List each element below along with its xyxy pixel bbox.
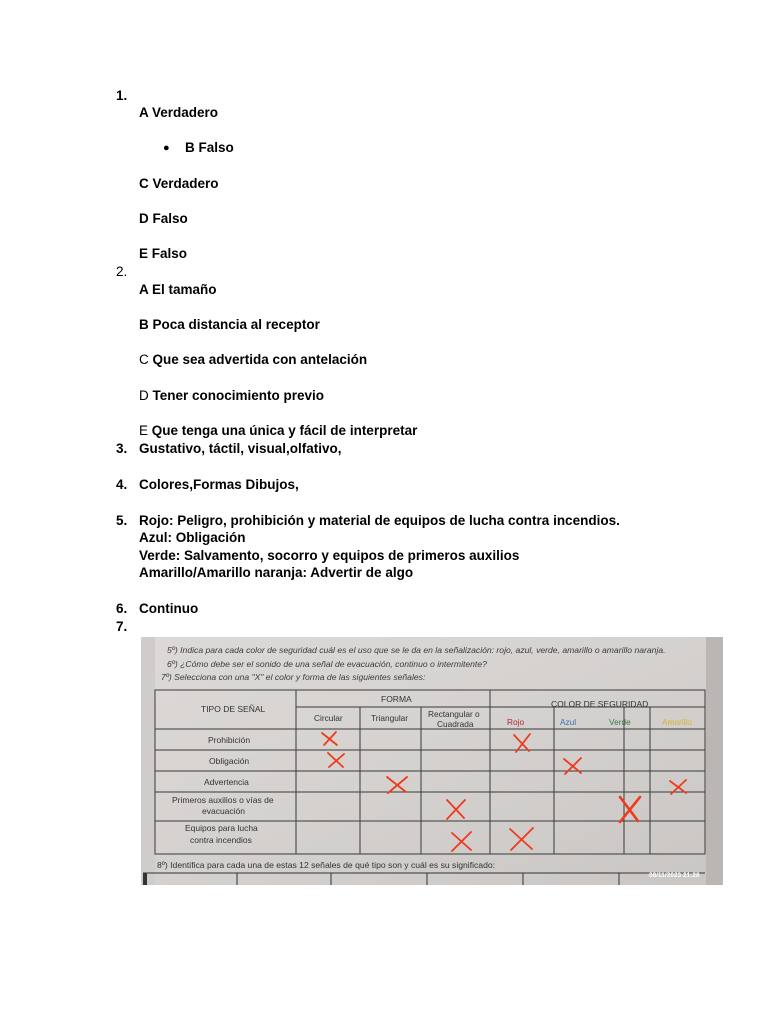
q5-number: 5. [116,513,128,528]
q5-line-azul: Azul: Obligación [139,530,246,545]
photo-timestamp: 08/11/2023 21:28 [649,872,700,879]
q2-answer-d [139,388,324,403]
photo-left-shadow [141,637,155,885]
q2-answer-c-text: Que sea advertida con antelación [152,352,368,367]
q2-answer-d-text: Tener conocimiento previo [152,388,325,403]
row-primeros-1: Primeros auxilios o vías de [172,795,274,805]
q2-answer-e [139,423,417,438]
q2-answer-e-text: Que tenga una única y fácil de interpretar [151,423,418,438]
q3-number: 3. [116,441,128,456]
row-obligacion: Obligación [209,756,250,766]
q1-answer-e: E Falso [139,246,188,261]
q1-answer-a: A Verdadero [139,105,219,120]
q5-line-amarillo: Amarillo/Amarillo naranja: Advertir de algo [139,565,414,580]
photo-page-edge [706,637,723,885]
col-verde: Verde [609,717,631,727]
row-equipos-1: Equipos para lucha [185,823,258,833]
q6-answer: Continuo [139,601,199,616]
col-rectangular-2: Cuadrada [437,719,474,729]
q5-line-rojo: Rojo: Peligro, prohibición y material de equipos de lucha contra incendios. [139,513,620,528]
header-color: COLOR DE SEGURIDAD [551,699,649,709]
row-equipos-2: contra incendios [190,835,252,845]
q7-number: 7. [116,619,128,634]
q6-number: 6. [116,601,128,616]
photo-q8-text: 8º) Identifica para cada una de estas 12 señales de qué tipo son y cuál es su significado: [157,860,496,870]
q1-number: 1. [116,88,128,103]
header-forma: FORMA [381,694,412,704]
bullet-icon: ● [163,142,170,154]
header-tipo: TIPO DE SEÑAL [201,704,266,714]
col-triangular: Triangular [371,713,409,723]
col-circular: Circular [314,713,343,723]
q2-answer-c-letter: C [139,352,153,367]
col-azul: Azul [560,717,577,727]
col-amarillo: Amarillo [662,717,692,727]
q1-answer-b: B Falso [185,140,234,155]
q2-answer-c [139,352,367,367]
q2-answer-e-letter: E [139,423,152,438]
photo-q5-text: 5º) Indica para cada color de seguridad cuál es el uso que se le da en la señalización: rojo, azul, verde, amarillo o amarillo naranja. [167,645,666,655]
row-primeros-2: evacuación [202,806,246,816]
q4-number: 4. [116,477,128,492]
col-rojo: Rojo [507,717,525,727]
worksheet-photo [141,637,723,885]
q2-answer-b: B Poca distancia al receptor [139,317,320,332]
col-rectangular-1: Rectangular o [428,709,480,719]
q1-answer-c: C Verdadero [139,176,219,191]
q3-answer: Gustativo, táctil, visual,olfativo, [139,441,342,456]
q2-answer-a: A El tamaño [139,282,217,297]
row-prohibicion: Prohibición [208,735,251,745]
q2-number: 2. [116,264,128,279]
q4-answer: Colores,Formas Dibujos, [139,477,299,492]
photo-q7-text: 7º) Selecciona con una "X" el color y forma de las siguientes señales: [161,672,426,682]
worksheet-photo-svg [141,637,723,885]
row-advertencia: Advertencia [204,777,249,787]
next-table-left-edge [143,873,147,885]
photo-q6-text: 6º) ¿Cómo debe ser el sonido de una señal de evacuación, continuo o intermitente? [167,659,487,669]
q1-answer-d: D Falso [139,211,188,226]
q5-line-verde: Verde: Salvamento, socorro y equipos de primeros auxilios [139,548,520,563]
q2-answer-d-letter: D [139,388,153,403]
